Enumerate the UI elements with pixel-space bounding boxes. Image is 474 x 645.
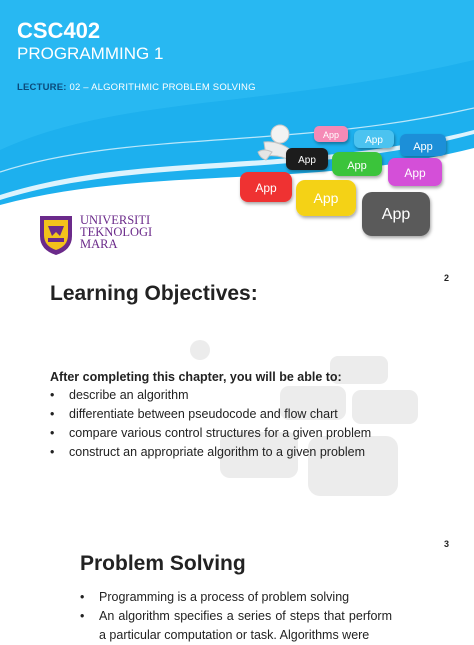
university-line: UNIVERSITI [80,213,151,227]
lecture-title: 02 – ALGORITHMIC PROBLEM SOLVING [66,82,256,93]
app-tile-label: App [347,160,367,172]
app-tile-label: App [313,190,339,206]
lecture-line [17,82,256,93]
page-number: 3 [443,539,449,549]
university-line: TEKNOLOGI [80,225,153,239]
app-tile-label: App [413,141,433,153]
list-item: • construct an appropriate algorithm to a given problem [50,443,371,462]
app-tile-label: App [298,155,316,166]
app-tile-label: App [404,166,426,180]
app-tile-label: App [365,135,383,146]
objectives-list [50,386,371,462]
title-slide [0,0,474,266]
learning-objectives-slide [0,266,474,526]
list-item: • differentiate between pseudocode and flow chart [50,405,371,424]
slide-title: Problem Solving [80,552,246,575]
course-name: PROGRAMMING 1 [17,44,164,63]
university-line: MARA [80,237,118,251]
course-code: CSC402 [17,18,101,43]
lecture-label: LECTURE: [17,82,67,93]
list-item: • compare various control structures for a given problem [50,424,371,443]
app-tile-label: App [381,206,411,223]
problem-solving-points [80,588,392,645]
page-number: 2 [443,273,449,283]
list-item: • Programming is a process of problem solving [80,588,392,607]
uitm-logo [36,212,186,256]
list-item: • An algorithm specifies a series of steps that perform a particular computation or task. Algorithms were [80,607,392,645]
app-tile-label: App [255,181,277,195]
problem-solving-slide [0,526,474,642]
uitm-crest-icon [36,212,76,256]
list-item: • describe an algorithm [50,386,371,405]
university-name [80,214,152,250]
app-tile-label: App [322,130,340,140]
objectives-intro: After completing this chapter, you will be able to: [50,370,342,384]
slide-title: Learning Objectives: [50,282,258,305]
app-tiles-illustration [236,118,466,246]
